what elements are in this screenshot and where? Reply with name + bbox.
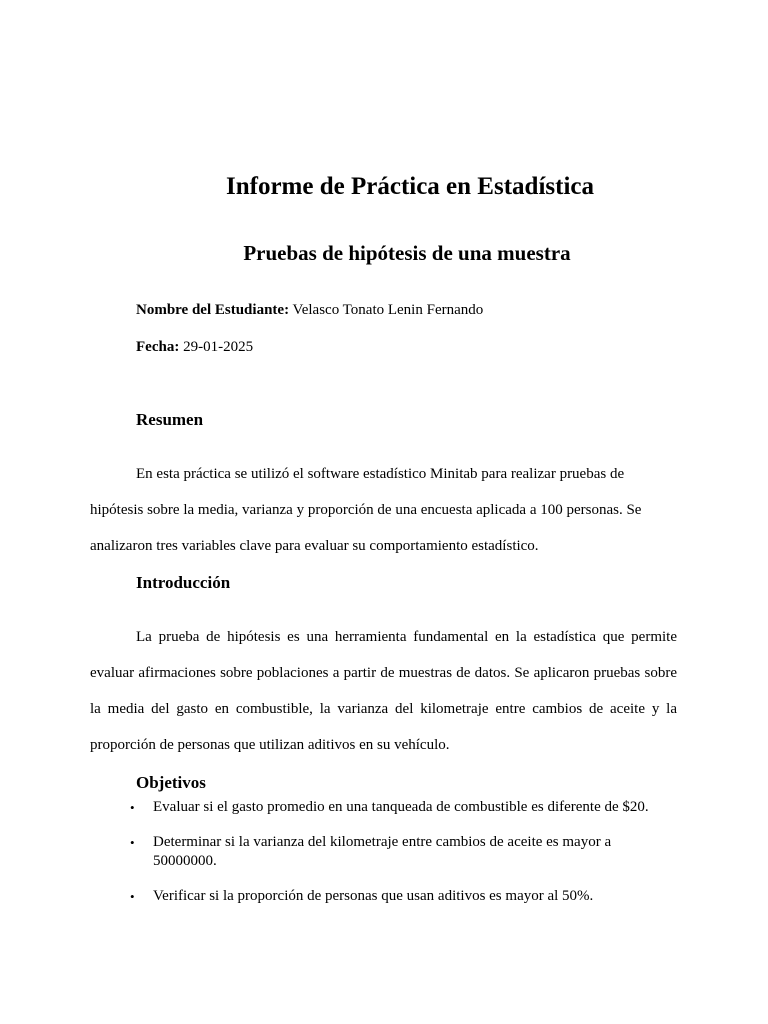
objetivos-heading: Objetivos [136,773,206,792]
document-title: Informe de Práctica en Estadística [226,173,594,200]
date-label: Fecha: [136,339,180,355]
list-item-text: Evaluar si el gasto promedio en una tanqueada de combustible es diferente de $20. [153,799,649,815]
resumen-paragraph: En esta práctica se utilizó el software estadístico Minitab para realizar pruebas de hipótesis sobre la media, varianza y proporción de una encuesta aplicada a 100 personas. Se analizaron tres variables clave para evaluar su comportamiento estadístico. [90,466,642,554]
introduccion-paragraph: La prueba de hipótesis es una herramienta fundamental en la estadística que permite evaluar afirmaciones sobre poblaciones a partir de muestras de datos. Se aplicaron pruebas sobre la media del gasto en combustible, la varianza del kilometraje entre cambios de aceite y la proporción de personas que utilizan aditivos en su vehículo. [90,629,677,753]
bullet-icon: • [130,835,135,850]
introduccion-heading: Introducción [136,573,231,592]
objetivos-list [130,798,650,906]
student-label: Nombre del Estudiante: [136,302,290,318]
list-item-text: Verificar si la proporción de personas que usan aditivos es mayor al 50%. [153,888,594,904]
list-item [130,798,650,817]
date-value: 29-01-2025 [183,339,254,355]
student-line [136,300,483,320]
list-item [130,833,650,871]
date-line [136,337,253,357]
list-item [130,887,650,906]
bullet-icon: • [130,800,135,815]
list-item-text: Determinar si la varianza del kilometraje entre cambios de aceite es mayor a 50000000. [153,834,612,869]
student-name: Velasco Tonato Lenin Fernando [292,302,484,318]
bullet-icon: • [130,889,135,904]
resumen-heading: Resumen [136,410,204,429]
document-subtitle: Pruebas de hipótesis de una muestra [243,241,571,265]
